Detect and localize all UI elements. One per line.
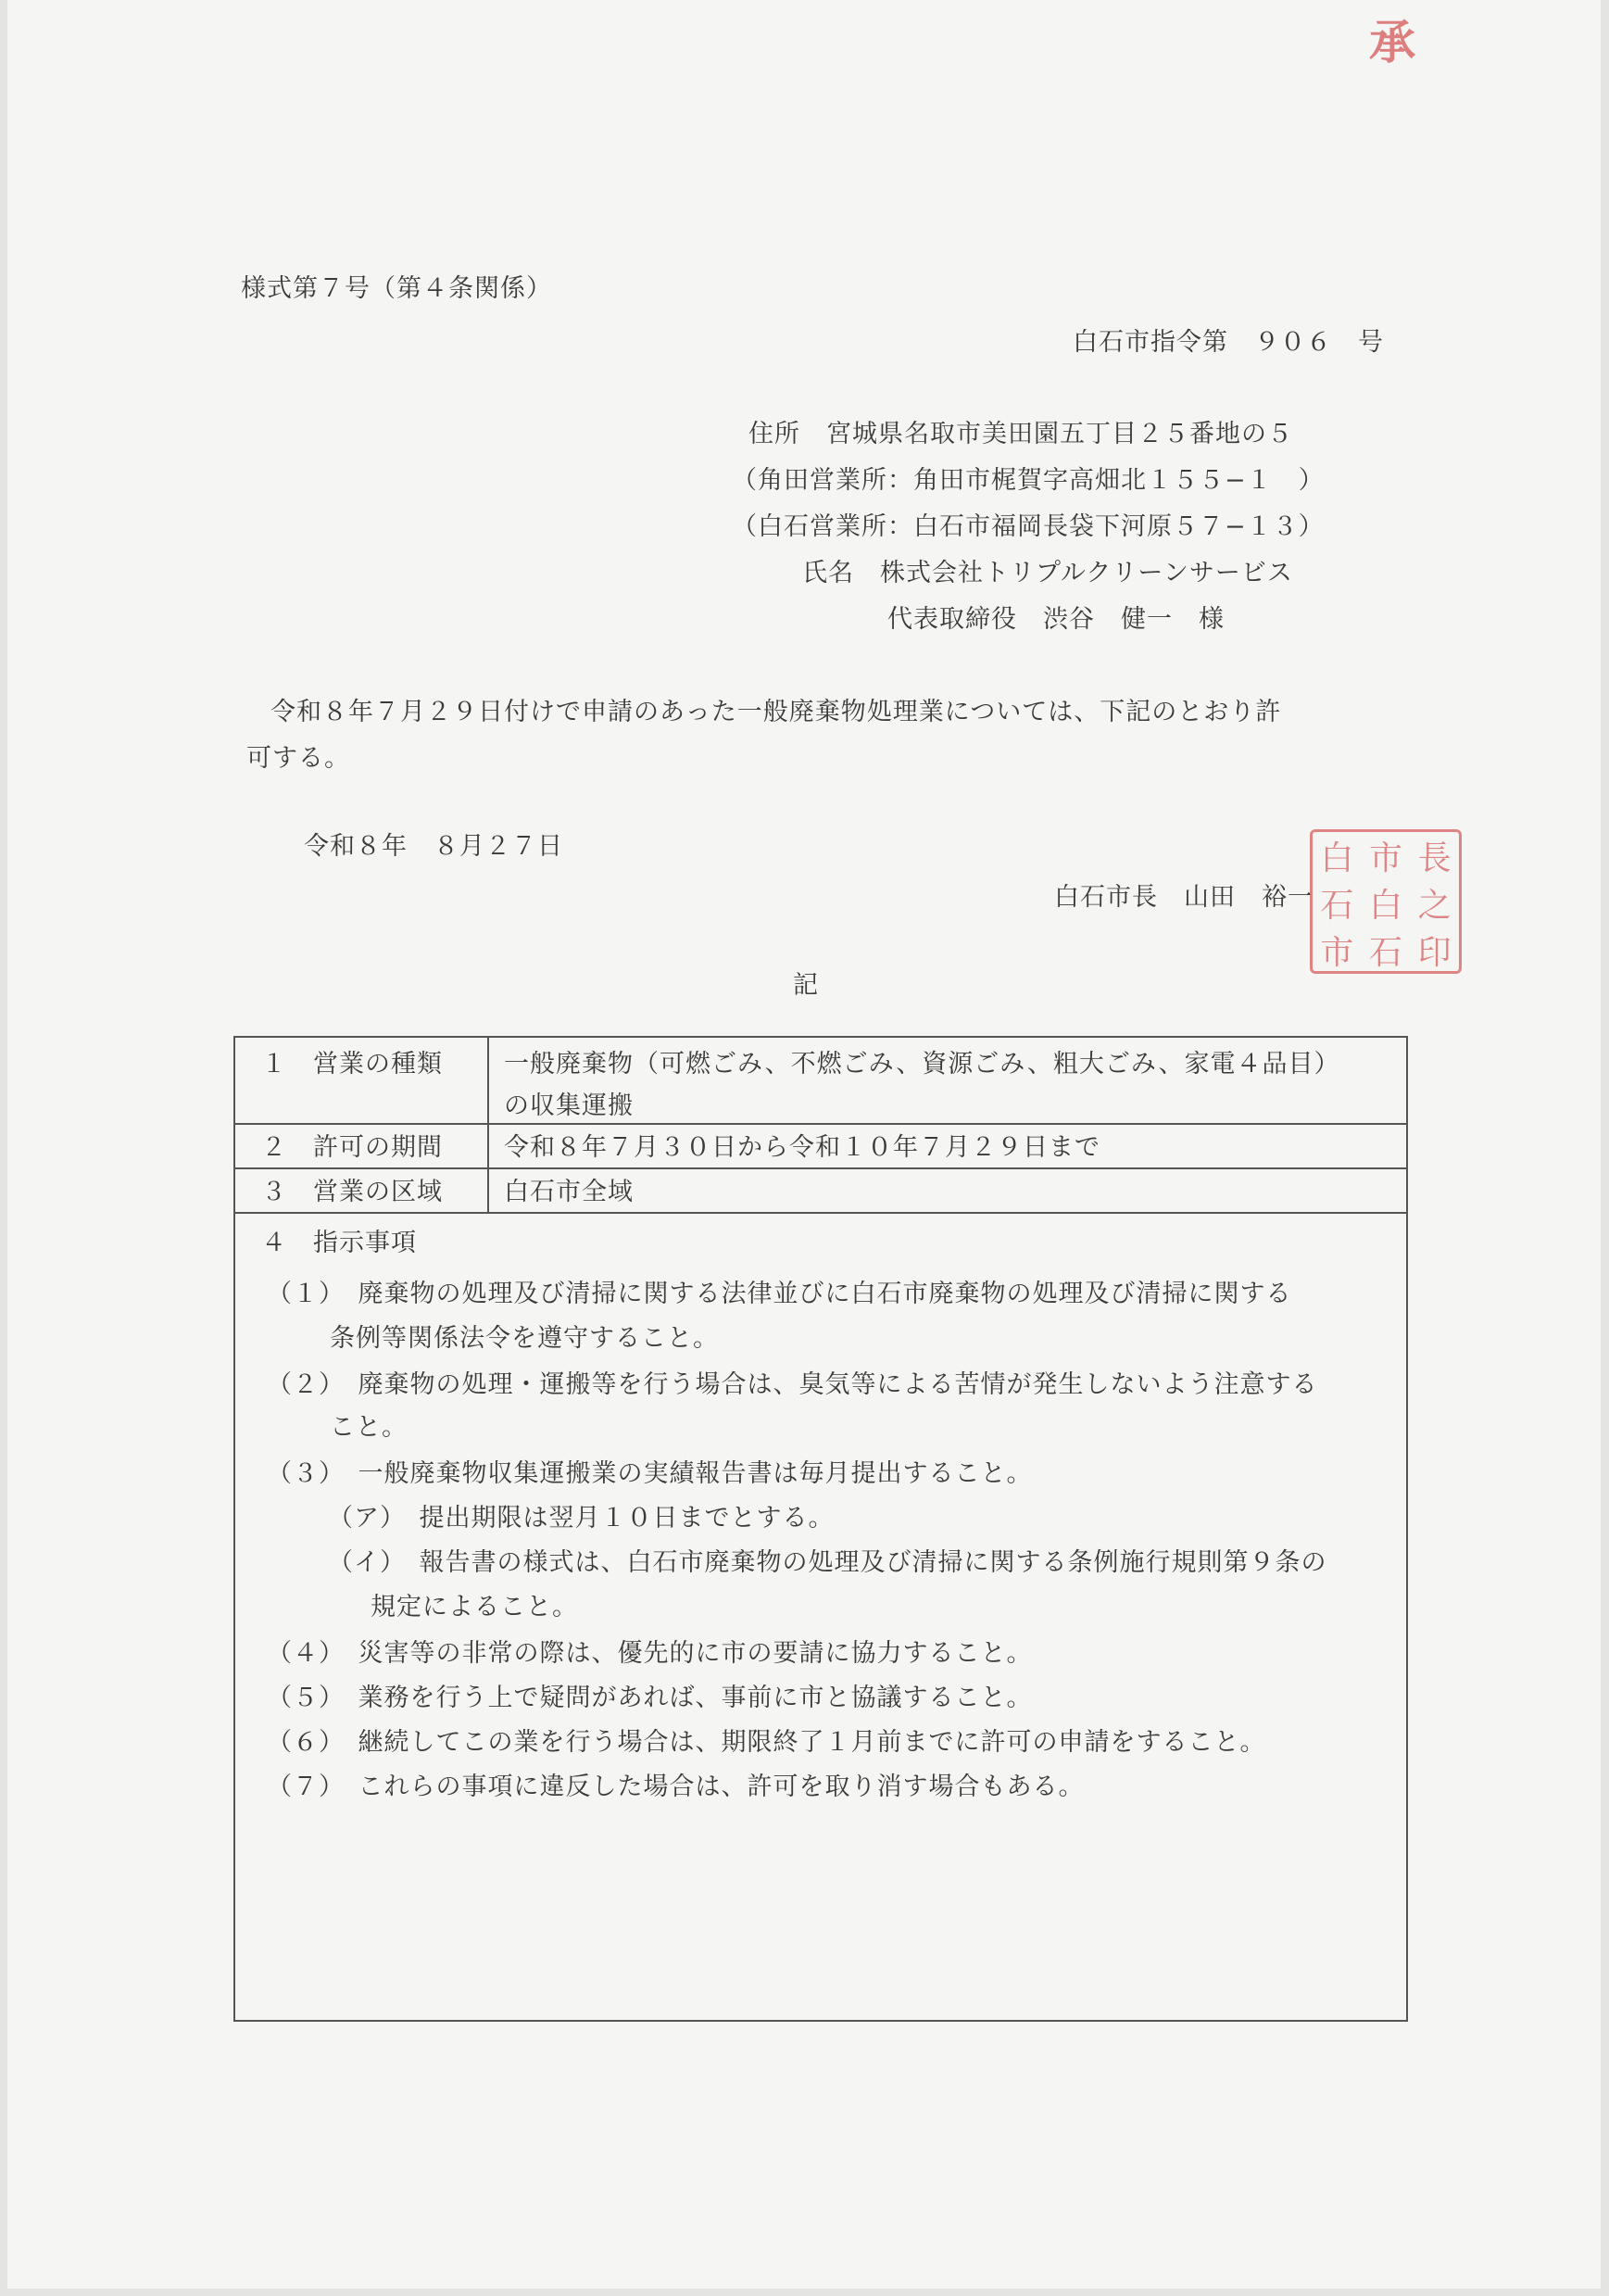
stamp-char: 印 — [1417, 934, 1452, 972]
business-area-value: 白石市全域 — [504, 1178, 634, 1206]
instruction-item-6: （６） 継続してこの業を行う場合は、期限終了１月前までに許可の申請をすること。 — [267, 1728, 1266, 1757]
business-type-value-line1: 一般廃棄物（可燃ごみ、不燃ごみ、資源ごみ、粗大ごみ、家電４品目） — [504, 1050, 1340, 1079]
instruction-item-3: （３） 一般廃棄物収集運搬業の実績報告書は毎月提出すること。 — [267, 1459, 1033, 1488]
permit-period-value: 令和８年７月３０日から令和１０年７月２９日まで — [504, 1133, 1100, 1162]
business-type-label: １ 営業の種類 — [261, 1050, 443, 1079]
permit-period-label: ２ 許可の期間 — [261, 1133, 443, 1162]
body-text-line2: 可する。 — [246, 744, 350, 773]
form-number: 様式第７号（第４条関係） — [241, 274, 552, 303]
instruction-item-3a: （ア） 提出期限は翌月１０日までとする。 — [328, 1504, 835, 1533]
body-text-line1: 令和８年７月２９日付けで申請のあった一般廃棄物処理業については、下記のとおり許 — [270, 698, 1282, 726]
table-row-business-area — [235, 1169, 1406, 1214]
document-page — [7, 0, 1601, 2289]
addressee-office-shiroishi: （白石営業所：白石市福岡長袋下河原５７−１３） — [732, 512, 1325, 541]
business-type-value-line2: の収集運搬 — [504, 1091, 634, 1120]
stamp-char: 市 — [1320, 934, 1354, 972]
stamp-char: 長 — [1417, 839, 1452, 877]
instruction-item-1-cont: 条例等関係法令を遵守すること。 — [330, 1324, 719, 1353]
table-row-permit-period — [235, 1125, 1406, 1169]
stamp-char: 白 — [1320, 839, 1354, 877]
instruction-item-3i: （イ） 報告書の様式は、白石市廃棄物の処理及び清掃に関する条例施行規則第９条の — [328, 1548, 1327, 1577]
instruction-item-2-cont: こと。 — [330, 1413, 408, 1442]
addressee-office-kakuda: （角田営業所：角田市梶賀字高畑北１５５−１ ） — [732, 466, 1325, 495]
business-area-label: ３ 営業の区域 — [261, 1178, 443, 1206]
instruction-item-3i-cont: 規定によること。 — [371, 1593, 578, 1621]
addressee-representative: 代表取締役 渋谷 健一 様 — [887, 605, 1225, 634]
instruction-item-4: （４） 災害等の非常の際は、優先的に市の要請に協力すること。 — [267, 1639, 1033, 1668]
issue-date: 令和８年 ８月２７日 — [304, 832, 563, 861]
instruction-item-5: （５） 業務を行う上で疑問があれば、事前に市と協議すること。 — [267, 1684, 1033, 1712]
instructions-label: ４ 指示事項 — [261, 1229, 417, 1257]
stamp-char: 市 — [1368, 839, 1402, 877]
stamp-char: 白 — [1368, 887, 1402, 925]
instruction-item-1: （１） 廃棄物の処理及び清掃に関する法律並びに白石市廃棄物の処理及び清掃に関する — [267, 1280, 1292, 1308]
stamp-char: 石 — [1368, 934, 1402, 972]
issuer: 白石市長 山田 裕一 — [1054, 883, 1314, 912]
official-seal-stamp — [1310, 829, 1462, 974]
stamp-char: 之 — [1417, 887, 1452, 925]
instruction-item-2: （２） 廃棄物の処理・運搬等を行う場合は、臭気等による苦情が発生しないよう注意する — [267, 1370, 1318, 1399]
stamp-char: 石 — [1320, 887, 1354, 925]
addressee-address: 住所 宮城県名取市美田園五丁目２５番地の５ — [748, 420, 1293, 448]
permit-details-table — [233, 1036, 1408, 2022]
ki-heading: 記 — [793, 971, 819, 1000]
addressee-name: 氏名 株式会社トリプルクリーンサービス — [802, 559, 1293, 587]
instruction-item-7: （７） これらの事項に違反した場合は、許可を取り消す場合もある。 — [267, 1772, 1085, 1801]
table-row-business-type — [235, 1038, 1406, 1125]
document-number: 白石市指令第 ９０６ 号 — [1073, 328, 1384, 357]
corner-seal: 承 — [1369, 15, 1412, 69]
